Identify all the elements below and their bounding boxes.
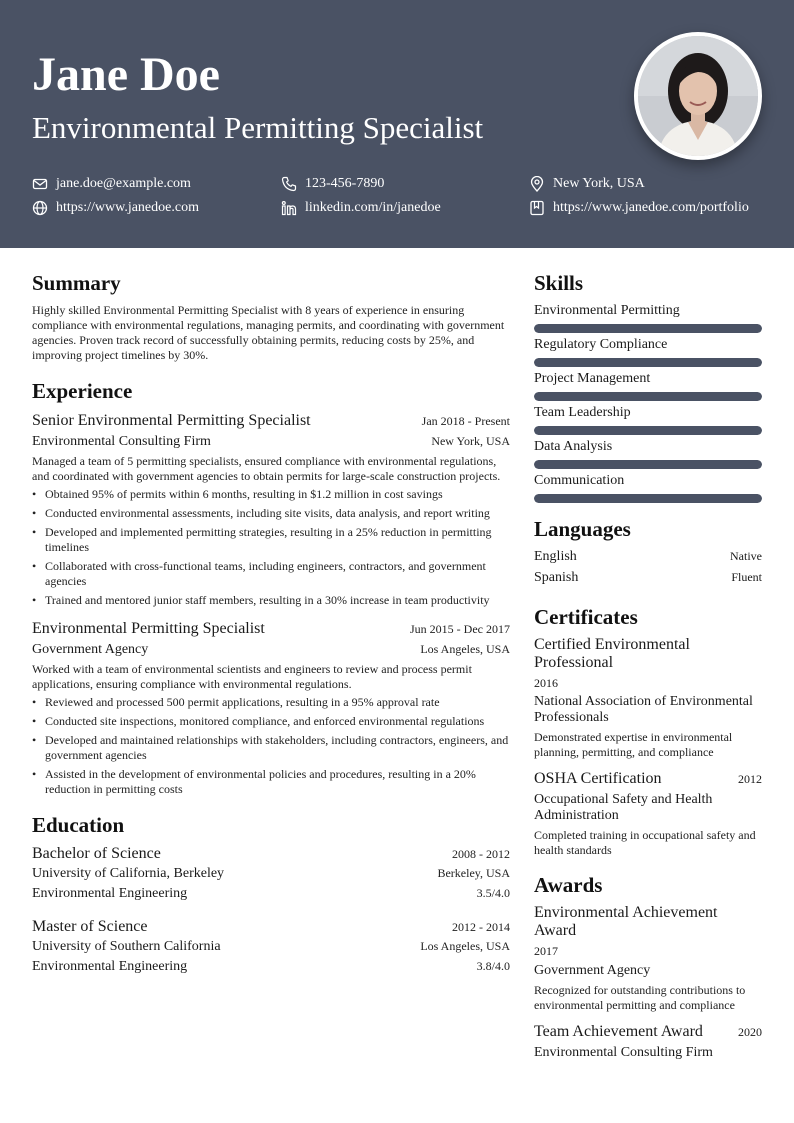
job-bullet: • Conducted site inspections, monitored compliance, and enforced environmental regulations (32, 714, 510, 729)
website-link[interactable]: https://www.janedoe.com (56, 200, 199, 215)
job-bullet: • Developed and implemented permitting strategies, resulting in a 25% reduction in permitting timelines (32, 525, 510, 555)
award-description: Recognized for outstanding contributions to environmental permitting and compliance (534, 983, 746, 1012)
skill-level-bar (534, 426, 762, 435)
job-title: Environmental Permitting Specialist (32, 620, 265, 637)
location-pin-icon (529, 176, 545, 192)
certificate-description: Completed training in occupational safety and health standards (534, 828, 756, 857)
skill-name: Project Management (534, 371, 651, 386)
job-bullet: • Trained and mentored junior staff members, resulting in a 30% increase in team productivity (32, 593, 510, 608)
summary-text: Highly skilled Environmental Permitting Specialist with 8 years of experience in ensuring compliance with environmental regulations, managing permits, and coordinating with government agencies. Proven track record of successfully obtaining permits, reducing costs by 25%, and improving project timelines by 30%. (32, 303, 505, 362)
location-text: New York, USA (553, 176, 645, 191)
experience-item (32, 411, 510, 608)
education-field: Environmental Engineering (32, 959, 188, 974)
portfolio-icon (529, 200, 545, 216)
side-column (534, 270, 762, 1061)
award-year: 2017 (534, 944, 558, 958)
certificate-title: OSHA Certification (534, 770, 662, 787)
skill-level-fill (534, 358, 762, 367)
job-location: Los Angeles, USA (420, 642, 510, 656)
certificate-title: Certified Environmental Professional (534, 636, 690, 671)
education-school: University of California, Berkeley (32, 866, 225, 881)
education-gpa: 3.5/4.0 (476, 886, 510, 900)
skills-section (534, 270, 762, 503)
portfolio-link[interactable]: https://www.janedoe.com/portfolio (553, 200, 749, 215)
language-name: Spanish (534, 570, 579, 585)
contact-portfolio[interactable] (529, 199, 749, 217)
skill-item (534, 370, 762, 401)
contact-email[interactable] (32, 175, 191, 193)
summary-heading: Summary (32, 271, 121, 295)
skill-item (534, 336, 762, 367)
job-bullet: • Reviewed and processed 500 permit applications, resulting in a 95% approval rate (32, 695, 510, 710)
certificates-section (534, 604, 762, 858)
job-bullet: • Collaborated with cross-functional teams, including engineers, contractors, and government agencies (32, 559, 510, 589)
skill-name: Data Analysis (534, 439, 613, 454)
main-column (32, 270, 510, 976)
job-description: Managed a team of 5 permitting specialists, ensured compliance with environmental regulations, and coordinated with government agencies to obtain permits for large-scale construction projects. (32, 454, 501, 483)
language-level: Native (730, 549, 762, 563)
education-heading: Education (32, 813, 125, 837)
mail-icon (32, 176, 48, 192)
skill-item (534, 302, 762, 333)
skill-level-fill (534, 460, 762, 469)
skill-name: Environmental Permitting (534, 303, 680, 318)
job-dates: Jan 2018 - Present (421, 414, 510, 428)
skill-name: Regulatory Compliance (534, 337, 668, 352)
award-item (534, 904, 762, 1013)
linkedin-link[interactable]: linkedin.com/in/janedoe (305, 200, 441, 215)
education-dates: 2008 - 2012 (452, 847, 510, 861)
contact-linkedin[interactable] (281, 199, 441, 217)
contact-website[interactable] (32, 199, 199, 217)
skill-level-fill (534, 392, 762, 401)
education-item (32, 844, 510, 903)
skills-heading: Skills (534, 271, 584, 295)
language-item (534, 546, 762, 567)
experience-section (32, 378, 510, 797)
job-bullet: • Conducted environmental assessments, including site visits, data analysis, and report writing (32, 506, 510, 521)
skill-level-bar (534, 324, 762, 333)
certificate-item (534, 636, 762, 760)
job-location: New York, USA (431, 434, 510, 448)
languages-heading: Languages (534, 517, 631, 541)
linkedin-icon (281, 200, 297, 216)
awards-section (534, 872, 762, 1061)
job-title: Senior Environmental Permitting Specialist (32, 412, 311, 429)
profile-photo (634, 32, 762, 160)
certificate-item (534, 770, 762, 858)
skill-level-bar (534, 392, 762, 401)
language-name: English (534, 549, 577, 564)
job-bullets (32, 487, 510, 608)
education-degree: Master of Science (32, 918, 148, 935)
certificate-year: 2012 (738, 772, 762, 786)
skill-name: Team Leadership (534, 405, 631, 420)
skill-name: Communication (534, 473, 625, 488)
certificate-year: 2016 (534, 676, 558, 690)
profile-photo-image (638, 36, 758, 156)
award-issuer: Government Agency (534, 963, 651, 978)
education-location: Los Angeles, USA (420, 939, 510, 953)
award-item (534, 1023, 762, 1061)
resume-header (0, 0, 794, 248)
award-year: 2020 (738, 1025, 762, 1039)
language-level: Fluent (731, 570, 762, 584)
summary-section (32, 270, 510, 363)
globe-icon (32, 200, 48, 216)
candidate-title: Environmental Permitting Specialist (32, 110, 484, 145)
certificates-heading: Certificates (534, 605, 638, 629)
email-text[interactable]: jane.doe@example.com (56, 176, 191, 191)
award-title: Team Achievement Award (534, 1023, 703, 1040)
certificate-issuer: National Association of Environmental Professionals (534, 694, 753, 725)
skill-level-bar (534, 358, 762, 367)
job-description: Worked with a team of environmental scientists and engineers to review and process permit applications, ensuring compliance with environmental regulations. (32, 662, 472, 691)
education-dates: 2012 - 2014 (452, 920, 510, 934)
skill-item (534, 438, 762, 469)
language-item (534, 567, 762, 588)
education-item (32, 917, 510, 976)
certificate-issuer: Occupational Safety and Health Administration (534, 792, 713, 823)
education-degree: Bachelor of Science (32, 845, 161, 862)
education-location: Berkeley, USA (437, 866, 510, 880)
job-company: Government Agency (32, 642, 149, 657)
skill-level-bar (534, 494, 762, 503)
certificate-description: Demonstrated expertise in environmental planning, permitting, and compliance (534, 730, 733, 759)
skill-level-bar (534, 460, 762, 469)
phone-icon (281, 176, 297, 192)
experience-item (32, 619, 510, 797)
award-title: Environmental Achievement Award (534, 904, 718, 939)
contact-location (529, 175, 645, 193)
education-gpa: 3.8/4.0 (476, 959, 510, 973)
skill-level-fill (534, 494, 762, 503)
job-bullet: • Obtained 95% of permits within 6 months, resulting in $1.2 million in cost savings (32, 487, 510, 502)
contact-phone[interactable] (281, 175, 384, 193)
job-bullets (32, 695, 510, 797)
education-section (32, 812, 510, 976)
phone-text[interactable]: 123-456-7890 (305, 176, 385, 191)
skill-level-fill (534, 426, 762, 435)
job-bullet: • Developed and maintained relationships with stakeholders, including contractors, engineers, and government agencies (32, 733, 510, 763)
job-company: Environmental Consulting Firm (32, 434, 211, 449)
education-school: University of Southern California (32, 939, 221, 954)
awards-heading: Awards (534, 873, 603, 897)
experience-heading: Experience (32, 379, 133, 403)
job-dates: Jun 2015 - Dec 2017 (410, 622, 510, 636)
education-field: Environmental Engineering (32, 886, 188, 901)
job-bullet: • Assisted in the development of environmental policies and procedures, resulting in a 20% reduction in permitting costs (32, 767, 510, 797)
skill-item (534, 472, 762, 503)
skill-item (534, 404, 762, 435)
languages-section (534, 516, 762, 588)
candidate-name: Jane Doe (32, 48, 220, 101)
award-issuer: Environmental Consulting Firm (534, 1045, 713, 1060)
skill-level-fill (534, 324, 762, 333)
